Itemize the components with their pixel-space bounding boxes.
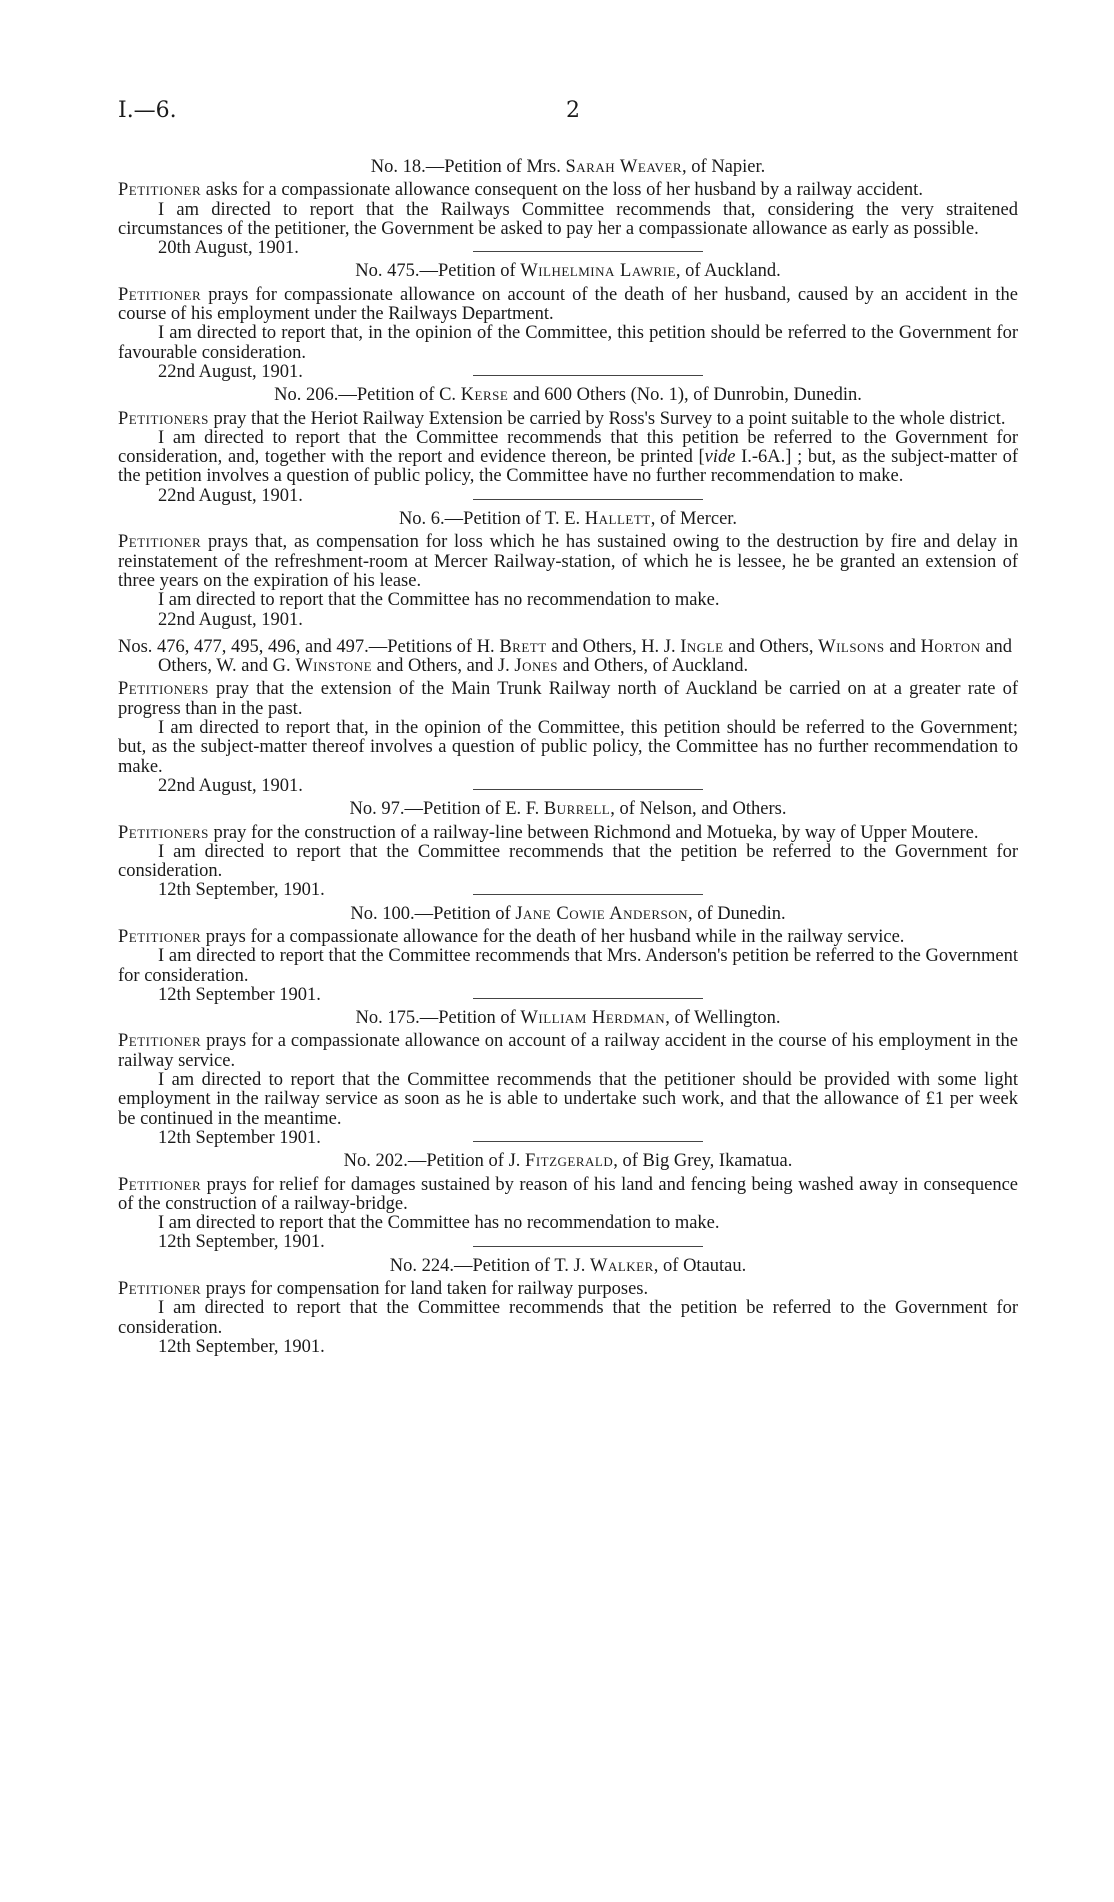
committee-report: I am directed to report that the Committee recommends that this petition be referred to the Government for consideration, and, together with the report and evidence thereon, be printed [vide I.-6A.] ; but, as the subject-matter of the petition involves a question of public policy, the Committee have no further recommendation to make.	[118, 427, 1019, 487]
petition-title: No. 18.—Petition of Mrs. Sarah Weaver, of Napier.	[370, 157, 766, 177]
petition-entry	[118, 510, 1018, 630]
section-divider	[473, 375, 703, 376]
section-divider	[473, 789, 703, 790]
petition-prayer: Petitioner prays for compensation for land taken for railway purposes.	[118, 1279, 649, 1300]
committee-report: I am directed to report that the Railways Committee recommends that, considering the very straitened circumstances of the petitioner, the Government be asked to pay her a compassionate allowance as early as possible.	[118, 199, 1018, 239]
committee-report: I am directed to report that the Committee has no recommendation to make.	[158, 1213, 720, 1234]
petitioner-name: Fitzgerald	[525, 1151, 614, 1172]
committee-report: I am directed to report that the Committee recommends that the petition be referred to the Government for consideration.	[118, 1298, 1018, 1338]
section-divider	[473, 1141, 703, 1142]
petition-prayer: Petitioners pray for the construction of a railway-line between Richmond and Motueka, by way of Upper Moutere.	[118, 822, 979, 843]
document-page	[118, 0, 1018, 1357]
report-date: 12th September, 1901.	[158, 880, 325, 901]
committee-report: I am directed to report that the Committee recommends that the petitioner should be provided with some light employment in the railway service as soon as he is able to undertake such work, and that the allowance of £1 per week be continued in the meantime.	[118, 1070, 1018, 1129]
report-date: 22nd August, 1901.	[158, 775, 303, 796]
petition-prayer: Petitioner prays for compassionate allowance on account of the death of her husband, caused by an accident in the course of his employment under the Railways Department.	[118, 284, 1018, 325]
petition-prayer: Petitioners pray that the extension of the Main Trunk Railway north of Auckland be carried on at a greater rate of progress than in the past.	[118, 679, 1018, 719]
petition-entry	[118, 262, 1018, 382]
petition-entry	[118, 1009, 1018, 1148]
committee-report: I am directed to report that, in the opinion of the Committee, this petition should be referred to the Government; but, as the subject-matter thereof involves a question of public policy, the Committee has no further recommendation to make.	[118, 718, 1018, 777]
petition-prayer: Petitioner prays for relief for damages sustained by reason of his land and fencing being washed away in consequence of the construction of a railway-bridge.	[118, 1174, 1018, 1214]
report-date: 22nd August, 1901.	[158, 485, 303, 506]
petition-title: No. 206.—Petition of C. Kerse and 600 Others (No. 1), of Dunrobin, Dunedin.	[274, 385, 862, 406]
petitioner-name: Hallett	[584, 509, 651, 530]
petition-prayer: Petitioner prays that, as compensation for loss which he has sustained owing to the destruction by fire and delay in reinstatement of the refreshment-room at Mercer Railway-station, of which he is lessee, he be granted an extension of three years on the expiration of his lease.	[118, 532, 1018, 591]
section-divider	[473, 499, 703, 500]
petitioner-name: Sarah Weaver	[565, 157, 683, 177]
petitioner-name: Kerse	[460, 385, 509, 406]
petitioner-name: Walker	[589, 1255, 654, 1276]
petition-title: No. 175.—Petition of William Herdman, of Wellington.	[355, 1008, 781, 1029]
report-date: 22nd August, 1901.	[158, 361, 303, 382]
report-date: 12th September, 1901.	[158, 1336, 325, 1357]
petitioner-name: William Herdman	[520, 1008, 666, 1029]
petition-entry	[118, 638, 1018, 796]
petitioner-name: Burrell	[543, 799, 611, 820]
petition-entry	[118, 158, 1018, 258]
document-reference: I.—6.	[118, 98, 177, 123]
section-divider	[473, 1246, 703, 1247]
petition-prayer: Petitioners pray that the Heriot Railway Extension be carried by Ross's Survey to a point suitable to the whole district.	[118, 408, 1006, 429]
petition-entry	[118, 905, 1018, 1005]
petition-prayer: Petitioner asks for a compassionate allowance consequent on the loss of her husband by a railway accident.	[118, 180, 923, 201]
petitioner-name: Wilhelmina Lawrie	[520, 261, 676, 282]
page-number: 2	[566, 98, 580, 123]
report-date: 12th September, 1901.	[158, 1232, 325, 1253]
committee-report: I am directed to report that the Committee recommends that the petition be referred to the Government for consideration.	[118, 841, 1018, 882]
report-date: 12th September 1901.	[158, 1127, 321, 1148]
report-date: 20th August, 1901.	[158, 238, 299, 259]
section-divider	[473, 998, 703, 999]
petition-title: No. 97.—Petition of E. F. Burrell, of Nelson, and Others.	[349, 799, 787, 820]
report-date: 22nd August, 1901.	[158, 609, 303, 630]
report-date: 12th September 1901.	[158, 984, 321, 1005]
petition-prayer: Petitioner prays for a compassionate allowance on account of a railway accident in the course of his employment in the railway service.	[118, 1031, 1018, 1071]
petitioner-name: Jane Cowie Anderson	[515, 903, 688, 924]
running-header	[118, 98, 1018, 158]
petition-entry	[118, 1152, 1018, 1252]
petition-prayer: Petitioner prays for a compassionate allowance for the death of her husband while in the railway service.	[118, 926, 905, 947]
petition-title: No. 224.—Petition of T. J. Walker, of Otautau.	[389, 1255, 747, 1276]
section-divider	[473, 894, 703, 895]
section-divider	[473, 251, 703, 252]
petition-entry	[118, 800, 1018, 900]
petition-title: No. 475.—Petition of Wilhelmina Lawrie, of Auckland.	[355, 261, 781, 282]
petition-title: No. 100.—Petition of Jane Cowie Anderson, of Dunedin.	[350, 903, 786, 924]
petition-entry	[118, 386, 1018, 506]
committee-report: I am directed to report that the Committee recommends that Mrs. Anderson's petition be referred to the Government for consideration.	[118, 946, 1018, 986]
petition-title: Nos. 476, 477, 495, 496, and 497.—Petitions of H. Brett and Others, H. J. Ingle and Others, Wilsons and Horton and Others, W. and G. Winstone and Others, and J. Jones and Others, of Auckland.	[118, 636, 1013, 677]
petition-entry	[118, 1257, 1018, 1357]
petition-title: No. 6.—Petition of T. E. Hallett, of Mercer.	[398, 509, 738, 530]
committee-report: I am directed to report that, in the opinion of the Committee, this petition should be referred to the Government for favourable consideration.	[118, 323, 1018, 363]
committee-report: I am directed to report that the Committee has no recommendation to make.	[158, 590, 720, 611]
petition-title: No. 202.—Petition of J. Fitzgerald, of Big Grey, Ikamatua.	[343, 1151, 793, 1172]
